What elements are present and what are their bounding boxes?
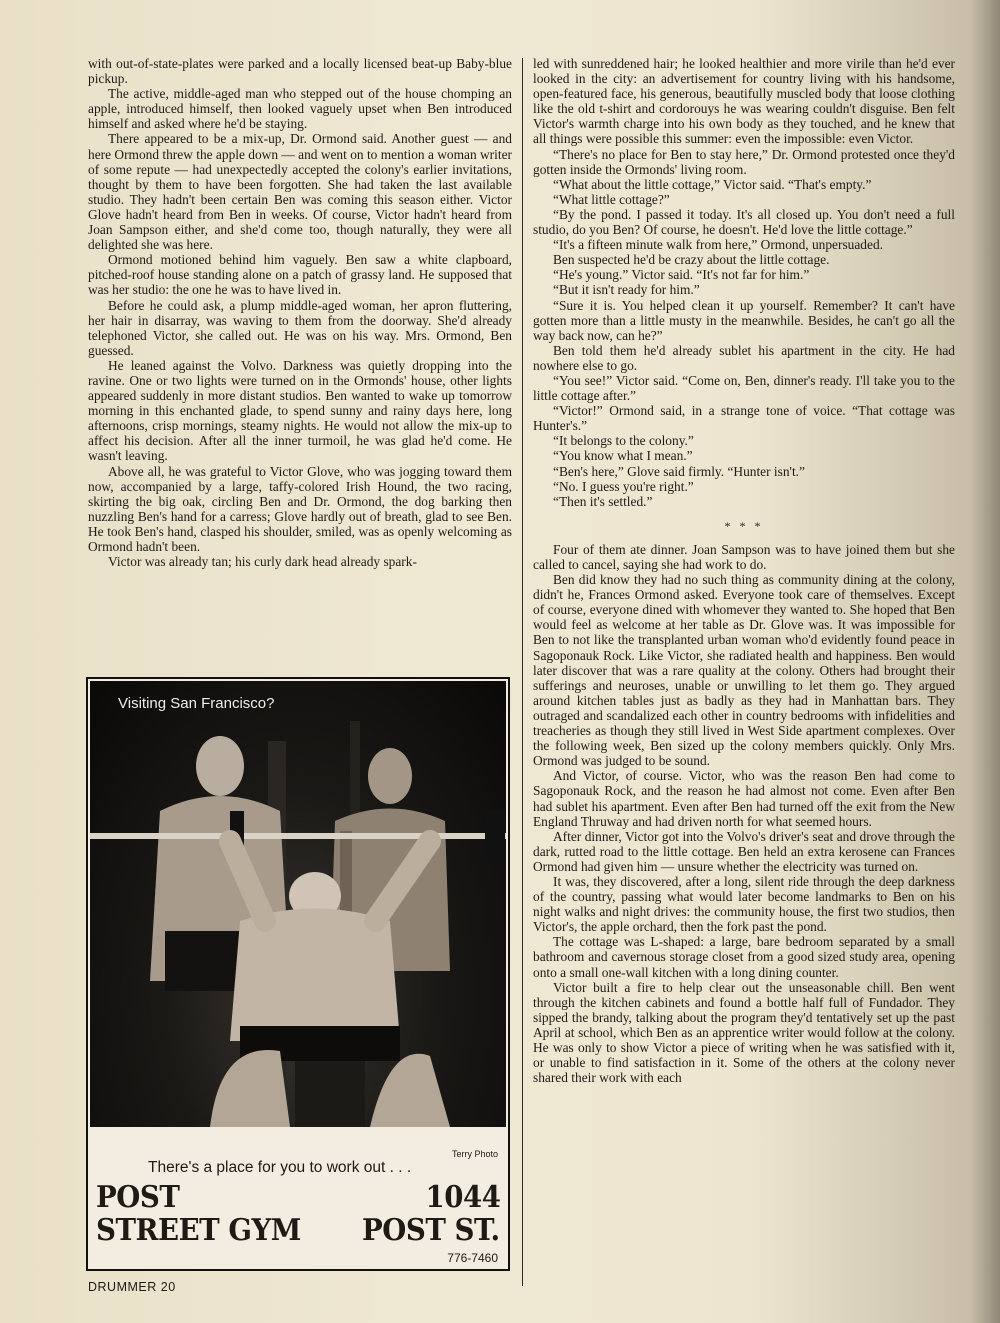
gym-name-line1: POST bbox=[96, 1180, 180, 1215]
paragraph: There appeared to be a mix-up, Dr. Ormond said. Another guest — and here Ormond threw the apple down — and went on to mention a woman writer of some repute — had unexpectedly accepted the colony's earlier invitations, thought by them to have been forgotten. She had taken the last available studio. They hadn't been certain Ben was coming this season either. Victor Glove hadn't heard from Ben in weeks. Of course, Victor hadn't heard from Joan Sampson either, and she'd come too, though naturally, they were all delighted she was here. bbox=[88, 131, 512, 253]
paragraph: Above all, he was grateful to Victor Glove, who was jogging toward them now, accompanied by a large, taffy-colored Irish Hound, the two racing, skirting the big oak, circling Ben and Dr. Ormond, the dog barking then nuzzling Ben's hand for a carress; Glove hardly out of breath, glad to see Ben. He took Ben's hand, clasped his shoulder, smiled, was as openly welcoming as Ormond hadn't been. bbox=[88, 463, 512, 554]
paragraph: “No. I guess you're right.” bbox=[553, 478, 694, 494]
column-rule bbox=[522, 58, 523, 1286]
ad-tagline: There's a place for you to work out . . . bbox=[148, 1159, 412, 1176]
paragraph: Victor was already tan; his curly dark head already spark- bbox=[108, 554, 417, 570]
right-column-bottom-text bbox=[533, 542, 955, 1085]
paragraph: “What about the little cottage,” Victor said. “That's empty.” bbox=[553, 176, 872, 192]
gym-phone: 776-7460 bbox=[447, 1251, 498, 1265]
paragraph: Before he could ask, a plump middle-aged woman, her apron fluttering, her hair in disarray, was waving to them from the doorway. She'd already telephoned Victor, she called out. He was on his way. Mrs. Ormond, Ben guessed. bbox=[88, 297, 512, 358]
left-column bbox=[88, 56, 512, 569]
page-number: 20 bbox=[160, 1280, 176, 1294]
ad-photo-illustration bbox=[90, 681, 506, 1127]
paragraph: Ormond motioned behind him vaguely. Ben saw a white clapboard, pitched-roof house standing alone on a patch of grassy land. He supposed that was her studio: the one he was to have lived in. bbox=[88, 252, 512, 298]
ad-headline: Visiting San Francisco? bbox=[118, 695, 275, 712]
paragraph: Four of them ate dinner. Joan Sampson was to have joined them but she called to cancel, saying she had work to do. bbox=[533, 541, 955, 572]
paragraph: And Victor, of course. Victor, who was the reason Ben had come to Sagoponauk Rock, and the reason he had almost not come. Even after Ben had sublet his apartment. Even after Ben had turned off the exit from the New England Thruway and had driven north for what seemed hours. bbox=[533, 768, 955, 829]
paragraph: “By the pond. I passed it today. It's all closed up. You don't need a full studio, do you Ben? Of course, he doesn't. He'd love the little cottage.” bbox=[533, 206, 955, 238]
paragraph: Ben suspected he'd be crazy about the little cottage. bbox=[553, 252, 830, 268]
paragraph: with out-of-state-plates were parked and a locally licensed beat-up Baby-blue pickup. bbox=[88, 56, 512, 87]
gym-address-line1: 1044 bbox=[425, 1180, 500, 1215]
paragraph: “He's young.” Victor said. “It's not far for him.” bbox=[553, 267, 810, 283]
paragraph: “There's no place for Ben to stay here,” Dr. Ormond protested once they'd gotten inside the Ormonds' living room. bbox=[533, 146, 955, 177]
paragraph: It was, they discovered, after a long, silent ride through the deep darkness of the country, passing what would later become landmarks to Ben on his night walks and night drives: the community house, the first two studios, then Victor's, the apple orchard, then the fork past the pond. bbox=[533, 873, 955, 935]
photo-credit: Terry Photo bbox=[451, 1149, 498, 1159]
section-break: * * * bbox=[724, 518, 764, 533]
paragraph: After dinner, Victor got into the Volvo's driver's seat and drove through the dark, rutted road to the little cottage. Ben held an extra kerosene can Frances Ormond had given him — unsure whether the electricity was turned on. bbox=[533, 828, 955, 874]
paragraph: “Victor!” Ormond said, in a strange tone of voice. “That cottage was Hunter's.” bbox=[533, 403, 955, 434]
paragraph: “You know what I mean.” bbox=[553, 448, 693, 464]
paragraph: “Sure it is. You helped clean it up yourself. Remember? It can't have gotten more than a little musty in the meanwhile. Besides, he can't go all the way back now, can he?” bbox=[533, 297, 955, 343]
paragraph: “What little cottage?” bbox=[553, 191, 670, 207]
right-column-top-text bbox=[533, 56, 955, 509]
ad-photo-weightlifting bbox=[90, 681, 506, 1127]
gym-name-line2: STREET GYM bbox=[96, 1213, 301, 1248]
gym-advertisement bbox=[86, 677, 510, 1271]
paragraph: Ben told them he'd already sublet his apartment in the city. He had nowhere else to go. bbox=[533, 342, 955, 373]
gym-address-line2: POST ST. bbox=[362, 1213, 500, 1248]
paragraph: led with sunreddened hair; he looked healthier and more virile than he'd ever looked in the city: an advertisement for country living with his handsome, open-featured face, his generous, beautifully muscled body that loose clothing like the old t-shirt and cordorouys he was wearing couldn't disguise. Ben felt Victor's warmth charge into his own body as they touched, and he knew that all things were possible this summer: even the impossible: even Victor. bbox=[533, 56, 955, 147]
right-column bbox=[533, 56, 955, 1085]
paragraph: Ben did know they had no such thing as community dining at the colony, didn't he, Frances Ormond asked. Everyone took care of themselves. Except of course, everyone dined with whomever they wanted to. She hoped that Ben would feel as welcome at her table as Dr. Glove was. It was impossible for Ben to not like the transplanted urban woman who'd evidently found peace in Sagoponauk Rock. Like Victor, she radiated health and happiness. Ben would later discover that was a rare quality at the colony. Others had brought their sufferings and neuroses, unable or unwilling to let them go. They argued around kitchen tables just as badly as they had in Manhattan bars. They outraged and scandalized each other in country bedrooms with infidelities and treacheries as though they still lived in West Side apartment complexes. Over the following week, Ben sized up the colony members quickly. Only Mrs. Ormond was judged to be sound. bbox=[533, 572, 955, 769]
paragraph: “You see!” Victor said. “Come on, Ben, dinner's ready. I'll take you to the little cottage after.” bbox=[533, 372, 955, 404]
publication-name: DRUMMER bbox=[88, 1280, 157, 1294]
paragraph: “But it isn't ready for him.” bbox=[553, 282, 700, 298]
paragraph: “It belongs to the colony.” bbox=[553, 433, 694, 449]
paragraph: “Then it's settled.” bbox=[553, 493, 653, 509]
paragraph: “Ben's here,” Glove said firmly. “Hunter isn't.” bbox=[553, 463, 805, 479]
page-footer bbox=[88, 1280, 176, 1294]
paragraph: Victor built a fire to help clear out the unseasonable chill. Ben went through the kitchen cabinets and found a bottle half full of Fundador. They sipped the brandy, talking about the program they'd tentatively set up the past April at school, which Ben as an apprentice writer would follow at the colony. He was only to show Victor a piece of writing when he was satisfied with it, or unable to find satisfaction in it. Some of the others at the colony never shared their work with each bbox=[533, 979, 955, 1086]
paragraph: The cottage was L-shaped: a large, bare bedroom separated by a small bathroom and cavernous storage closet from a good sized study area, opening onto a small one-wall kitchen with a long dining counter. bbox=[533, 934, 955, 980]
paragraph: The active, middle-aged man who stepped out of the house chomping an apple, introduced himself, then looked vaguely upset when Ben introduced himself and asked where he'd be staying. bbox=[88, 86, 512, 132]
paragraph: “It's a fifteen minute walk from here,” Ormond, unpersuaded. bbox=[553, 237, 883, 253]
paragraph: He leaned against the Volvo. Darkness was quietly dropping into the ravine. One or two lights were turned on in the Ormonds' house, other lights appeared suddenly in more distant studios. Ben wanted to wake up tomorrow morning in this enchanted glade, to spend sunny and rainy days here, long afternoons, crisp mornings, steamy nights. He would not allow the mix-up to affect his decision. After all the inner turmoil, he was glad he'd come. He wasn't leaving. bbox=[88, 357, 512, 464]
